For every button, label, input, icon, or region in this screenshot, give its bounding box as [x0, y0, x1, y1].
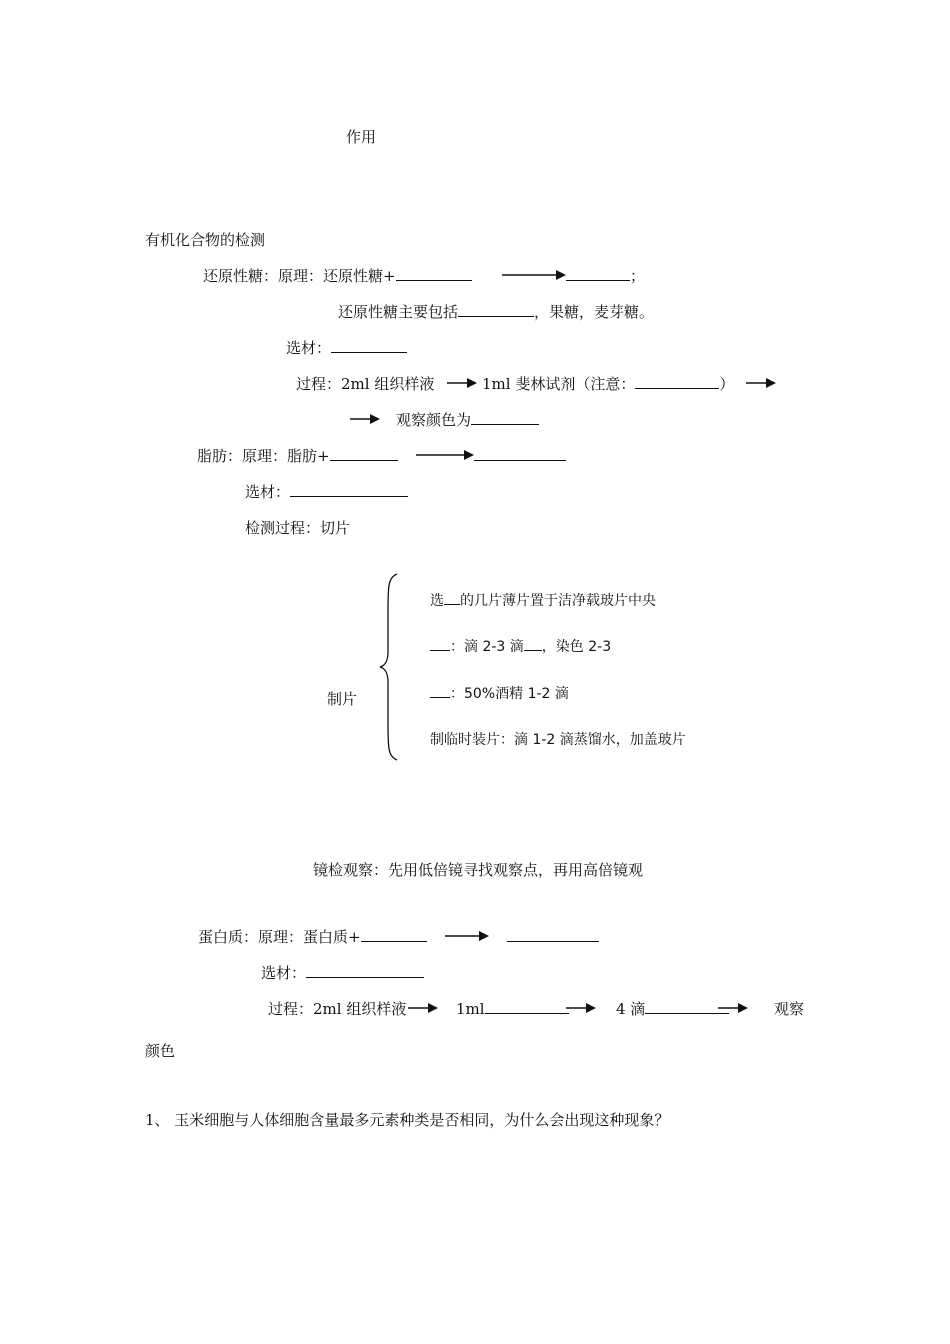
sugar-types-prefix: 还原性糖主要包括	[338, 303, 459, 321]
sugar-process-c-text: ）	[719, 375, 735, 393]
sugar-process-b-text: 1ml 斐林试剂（注意：	[482, 375, 636, 393]
protein-material-label: 选材：	[261, 964, 307, 982]
fat-principle-tail	[474, 446, 566, 466]
fat-step-3-text: ：50%酒精 1-2 滴	[450, 686, 569, 702]
fat-make-label: 制片	[327, 690, 358, 708]
blank	[507, 927, 599, 942]
brace-icon	[378, 572, 400, 762]
sugar-observe	[396, 410, 539, 430]
blank	[430, 683, 450, 698]
protein-principle-tail	[507, 927, 599, 947]
sugar-types	[338, 302, 654, 322]
sugar-material	[286, 338, 407, 358]
blank	[524, 636, 542, 651]
top-label: 作用	[346, 128, 377, 146]
arrow-icon	[718, 1001, 748, 1015]
sugar-types-suffix: ，果糖，麦芽糖。	[534, 303, 655, 321]
blank	[330, 446, 398, 461]
protein-process-a: 过程：2ml 组织样液	[268, 1000, 407, 1018]
fat-material-label: 选材：	[245, 483, 291, 501]
section-title: 有机化合物的检测	[145, 231, 266, 249]
protein-process-c-text: 4 滴	[616, 1000, 646, 1018]
sugar-process-b	[482, 374, 734, 394]
blank	[485, 999, 569, 1014]
arrow-icon	[746, 376, 776, 390]
arrow-icon	[445, 929, 489, 943]
blank	[458, 302, 534, 317]
blank	[396, 266, 472, 281]
sugar-principle-end: ；	[630, 267, 646, 285]
fat-step-1	[430, 590, 656, 611]
fat-microscope: 镜检观察：先用低倍镜寻找观察点，再用高倍镜观	[313, 861, 644, 879]
protein-process-c	[616, 999, 729, 1019]
blank	[361, 927, 427, 942]
fat-principle	[197, 446, 398, 466]
fat-step-2	[430, 636, 611, 657]
question-1: 1、 玉米细胞与人体细胞含量最多元素种类是否相同，为什么会出现这种现象？	[145, 1111, 670, 1129]
sugar-principle-tail	[566, 266, 645, 286]
arrow-icon	[566, 1001, 596, 1015]
fat-step-1-a: 选	[430, 593, 444, 609]
protein-principle-prefix: 蛋白质：原理：蛋白质+	[198, 928, 361, 946]
protein-process-d: 观察	[774, 1000, 805, 1018]
arrow-icon	[502, 268, 566, 282]
sugar-material-label: 选材：	[286, 339, 332, 357]
protein-process-e: 颜色	[145, 1042, 176, 1060]
arrow-icon	[447, 376, 477, 390]
fat-step-4: 制临时装片：滴 1-2 滴蒸馏水，加盖玻片	[430, 732, 686, 748]
arrow-icon	[408, 1001, 438, 1015]
blank	[471, 410, 539, 425]
arrow-icon	[416, 448, 474, 462]
blank	[444, 590, 460, 605]
blank	[566, 266, 630, 281]
protein-process-b-text: 1ml	[456, 1000, 485, 1018]
blank	[290, 482, 408, 497]
protein-material	[261, 963, 424, 983]
sugar-observe-text: 观察颜色为	[396, 411, 472, 429]
sugar-process-a: 过程：2ml 组织样液	[296, 375, 435, 393]
blank	[430, 636, 450, 651]
blank	[474, 446, 566, 461]
blank	[331, 338, 407, 353]
protein-principle	[198, 927, 427, 947]
arrow-icon	[350, 412, 380, 426]
sugar-principle-prefix: 还原性糖：原理：还原性糖+	[203, 267, 396, 285]
fat-step-2-a: ：滴 2-3 滴	[450, 639, 524, 655]
blank	[306, 963, 424, 978]
sugar-principle	[203, 266, 472, 286]
fat-step-2-b: ，染色 2-3	[541, 639, 612, 655]
fat-material	[245, 482, 408, 502]
fat-step-1-b: 的几片薄片置于洁净载玻片中央	[460, 593, 656, 609]
blank	[635, 374, 719, 389]
fat-step-3	[430, 683, 569, 704]
fat-process: 检测过程：切片	[245, 519, 351, 537]
fat-principle-prefix: 脂肪：原理：脂肪+	[197, 447, 330, 465]
protein-process-b	[456, 999, 569, 1019]
blank	[645, 999, 729, 1014]
